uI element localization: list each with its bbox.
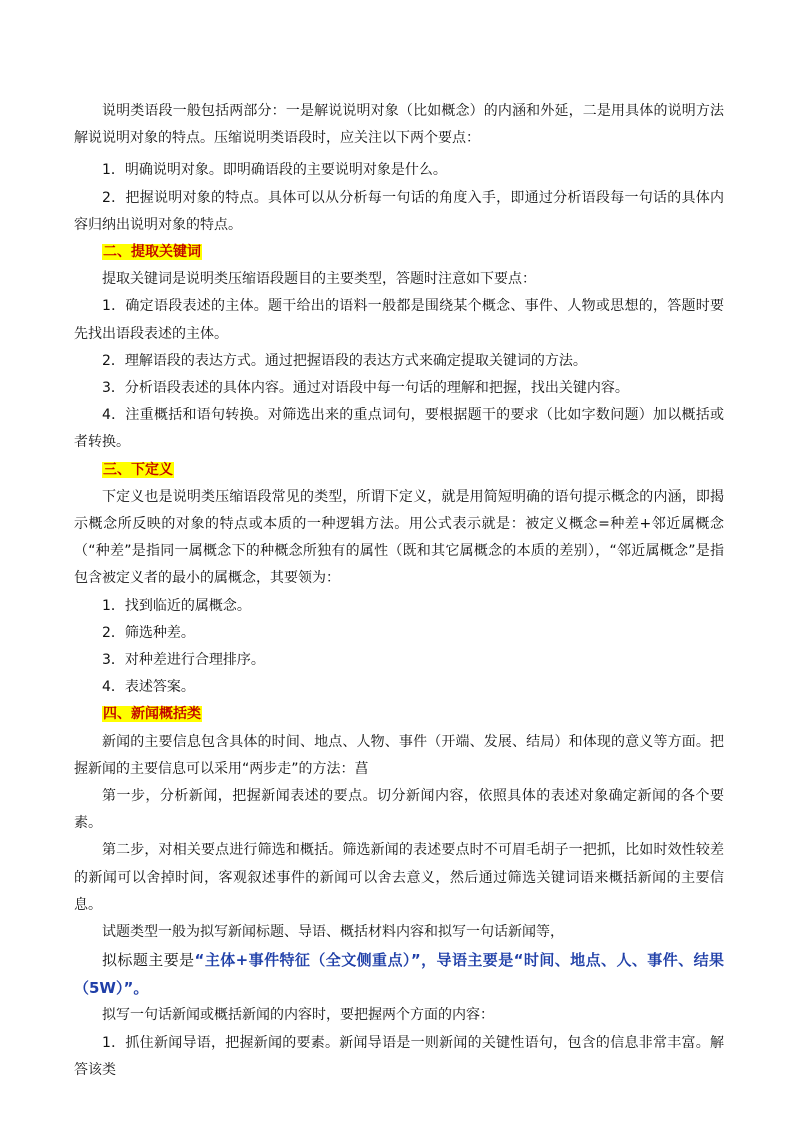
list-item: 1．确定语段表述的主体。题干给出的语料一般都是围绕某个概念、事件、人物或思想的，答题时要先找出语段表述的主体。 (74, 298, 724, 342)
paragraph: 第二步，对相关要点进行筛选和概括。筛选新闻的表述要点时不可眉毛胡子一把抓，比如时效性较差的新闻可以舍掉时间，客观叙述事件的新闻可以舍去意义，然后通过筛选关键词语来概括新闻的主要信息。 (74, 842, 724, 913)
document-body (74, 98, 724, 1084)
paragraph: 下定义也是说明类压缩语段常见的类型，所谓下定义，就是用简短明确的语句提示概念的内涵，即揭示概念所反映的对象的特点或本质的一种逻辑方法。用公式表示就是：被定义概念=种差+邻近属概念（“种差”是指同一属概念下的种概念所独有的属性（既和其它属概念的本质的差别），“邻近属概念”是指包含被定义者的最小的属概念，其要领为： (74, 488, 724, 587)
paragraph: 新闻的主要信息包含具体的时间、地点、人物、事件（开端、发展、结局）和体现的意义等方面。把握新闻的主要信息可以采用“两步走”的方法：菖 (74, 733, 724, 777)
paragraph: 第一步，分析新闻，把握新闻表述的要点。切分新闻内容，依照具体的表述对象确定新闻的各个要素。 (74, 788, 724, 832)
list-item: 2．理解语段的表达方式。通过把握语段的表达方式来确定提取关键词的方法。 (102, 352, 587, 369)
list-item: 4．表述答案。 (102, 679, 195, 696)
list-item: 1．找到临近的属概念。 (102, 597, 251, 614)
paragraph: 提取关键词是说明类压缩语段题目的主要类型，答题时注意如下要点： (102, 271, 536, 288)
list-item: 2．筛选种差。 (102, 624, 195, 641)
bold-blue-text: “主体+事件特征（全文侧重点）”，导语主要是“时间、地点、人、事件、结果（5W）”。 (74, 951, 724, 998)
plain-text: 拟标题主要是 (102, 951, 195, 970)
paragraph: 试题类型一般为拟写新闻标题、导语、概括材料内容和拟写一句话新闻等， (102, 924, 564, 941)
section-heading-3: 三、下定义 (103, 461, 173, 478)
paragraph: 说明类语段一般包括两部分：一是解说说明对象（比如概念）的内涵和外延，二是用具体的说明方法解说说明对象的特点。压缩说明类语段时，应关注以下两个要点： (74, 103, 724, 147)
list-item: 3．分析语段表述的具体内容。通过对语段中每一句话的理解和把握，找出关键内容。 (102, 380, 629, 397)
list-item: 1．抓住新闻导语，把握新闻的要素。新闻导语是一则新闻的关键性语句，包含的信息非常丰富。解答该类 (74, 1034, 724, 1078)
section-heading-2: 二、提取关键词 (103, 244, 201, 261)
section-heading-4: 四、新闻概括类 (103, 706, 201, 723)
list-item: 4．注重概括和语句转换。对筛选出来的重点词句，要根据题干的要求（比如字数问题）加以概括或者转换。 (74, 407, 724, 451)
paragraph-highlight (74, 946, 724, 1002)
list-item: 2．把握说明对象的特点。具体可以从分析每一句话的角度入手，即通过分析语段每一句话的具体内容归纳出说明对象的特点。 (74, 189, 724, 233)
list-item: 3．对种差进行合理排序。 (102, 652, 265, 669)
list-item: 1．明确说明对象。即明确语段的主要说明对象是什么。 (102, 162, 447, 179)
paragraph: 拟写一句话新闻或概括新闻的内容时，要把握两个方面的内容： (102, 1007, 494, 1024)
